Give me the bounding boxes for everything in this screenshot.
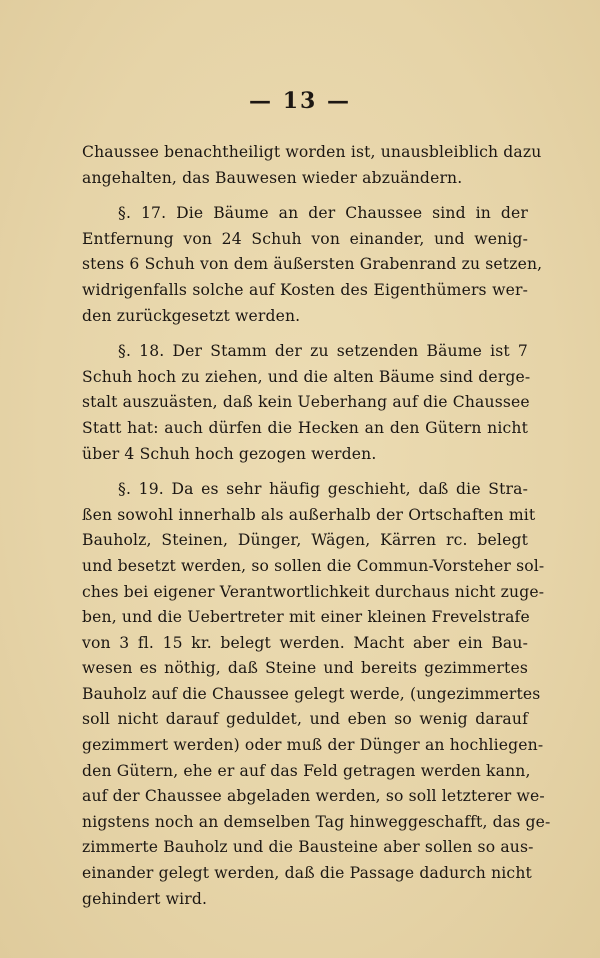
text-line: Entfernung von 24 Schuh von einander, und wenig- [82, 229, 528, 248]
text-line: gehindert wird. [82, 889, 208, 908]
text-line: nigstens noch an demselben Tag hinweggeschafft, das ge- [82, 812, 551, 831]
text-line: §. 19. Da es sehr häufig geschieht, daß die Stra- [118, 480, 528, 499]
text-line: Statt hat: auch dürfen die Hecken an den Gütern nicht [82, 418, 528, 437]
text-line: von 3 fl. 15 kr. belegt werden. Macht aber ein Bau- [82, 633, 528, 652]
text-line: einander gelegt werden, daß die Passage dadurch nicht [82, 864, 532, 883]
text-line: stalt auszuästen, daß kein Ueberhang auf die Chaussee [82, 393, 530, 412]
text-line: auf der Chaussee abgeladen werden, so soll letzterer we- [82, 787, 545, 806]
paragraph-section-17 [82, 201, 543, 329]
paragraph-continuation [82, 140, 542, 191]
paragraph-section-19 [82, 477, 551, 912]
text-line: soll nicht darauf geduldet, und eben so wenig darauf [82, 710, 528, 729]
text-line: zimmerte Bauholz und die Bausteine aber sollen so aus- [82, 838, 534, 857]
text-line: ßen sowohl innerhalb als außerhalb der Ortschaften mit [82, 505, 536, 524]
text-line: widrigenfalls solche auf Kosten des Eigenthümers wer- [82, 280, 528, 299]
text-line: Schuh hoch zu ziehen, und die alten Bäume sind derge- [82, 367, 531, 386]
text-line: gezimmert werden) oder muß der Dünger an hochliegen- [82, 736, 544, 755]
text-line: angehalten, das Bauwesen wieder abzuändern. [82, 168, 463, 187]
text-line: wesen es nöthig, daß Steine und bereits gezimmertes [82, 659, 528, 678]
text-line: stens 6 Schuh von dem äußersten Grabenrand zu setzen, [82, 255, 543, 274]
body-text [82, 140, 551, 912]
text-line: Bauholz, Steinen, Dünger, Wägen, Kärren rc. belegt [82, 531, 528, 550]
text-line: den zurückgesetzt werden. [82, 306, 301, 325]
text-line: und besetzt werden, so sollen die Commun-Vorsteher sol- [82, 556, 545, 575]
page-number: — 13 — [249, 88, 351, 114]
text-line: ches bei eigener Verantwortlichkeit durchaus nicht zuge- [82, 582, 545, 601]
text-line: Bauholz auf die Chaussee gelegt werde, (ungezimmertes [82, 684, 541, 703]
text-line: Chaussee benachtheiligt worden ist, unausbleiblich dazu [82, 143, 542, 161]
paragraph-section-18 [82, 339, 531, 467]
text-line: §. 18. Der Stamm der zu setzenden Bäume ist 7 [118, 342, 528, 361]
text-line: §. 17. Die Bäume an der Chaussee sind in der [118, 204, 528, 223]
text-line: den Gütern, ehe er auf das Feld getragen werden kann, [82, 761, 531, 780]
text-line: ben, und die Uebertreter mit einer kleinen Frevelstrafe [82, 608, 530, 627]
text-line: über 4 Schuh hoch gezogen werden. [82, 444, 377, 463]
